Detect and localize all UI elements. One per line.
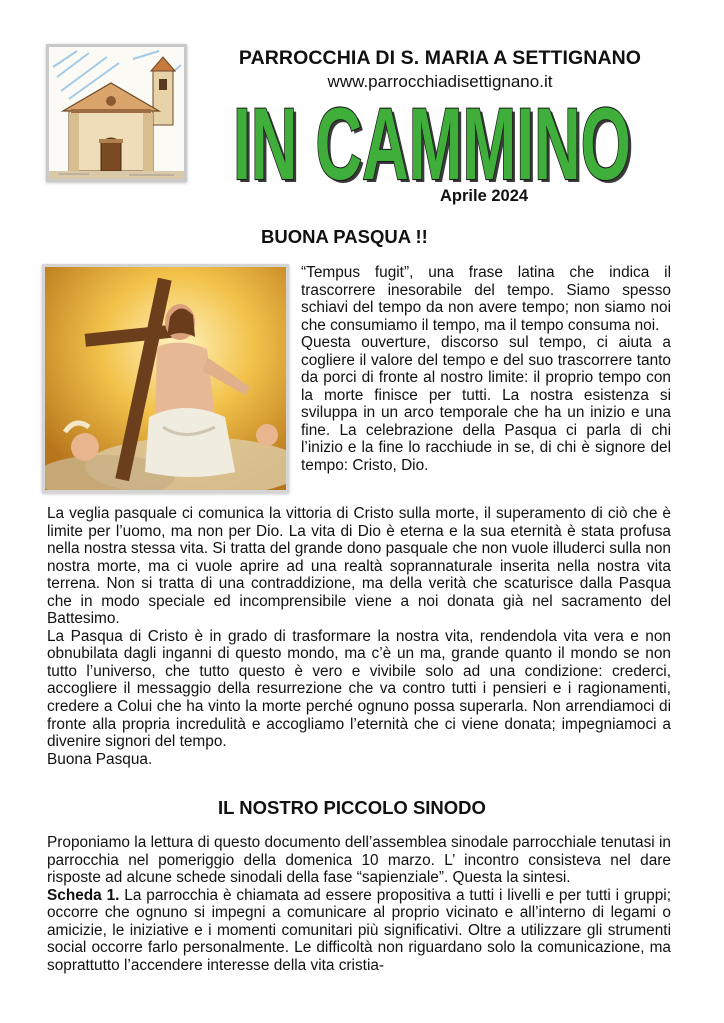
article2-body xyxy=(47,834,671,974)
article-title-sinodo: IL NOSTRO PICCOLO SINODO xyxy=(218,797,486,818)
masthead-shadow: IN CAMMINO xyxy=(236,96,634,188)
article1-paragraph-4: La Pasqua di Cristo è in grado di trasformare la nostra vita, rendendola vita vera e non obnubilata dagli inganni di questo mondo, ma c’è un ma, grande quanto il mondo se non tutto l’universo, che tutto questo è vero e vivibile solo ad una condizione: crederci, accogliere il messaggio della resurrezione che va contro tutti i pensieri e i ragionamenti, credere a Colui che ha vinto la morte perché ognuno possa superarla. Non arrendiamoci di fronte alla propria incredulità e accogliamo l’eternità che ci viene donata; impegniamoci a divenire signori del tempo. xyxy=(47,627,671,751)
article1-paragraph-2: Questa ouverture, discorso sul tempo, ci aiuta a cogliere il valore del tempo e del suo trascorrere tanto da porci di fronte al nostro limite: il proprio tempo con la morte finisce per tutti. La nostra esistenza si sviluppa in un arco temporale che ha un inizio e una fine. La celebrazione della Pasqua ci parla di chi l’inizio e la fine lo racchiude in se, di chi è signore del tempo: Cristo, Dio. xyxy=(301,334,671,475)
article1-body xyxy=(47,505,671,768)
masthead-title: IN CAMMINO xyxy=(233,96,631,188)
article1-closing: Buona Pasqua. xyxy=(47,750,153,768)
risen-christ-image xyxy=(45,267,286,490)
parish-website: www.parrocchiadisettignano.it xyxy=(327,72,553,91)
easter-painting xyxy=(42,264,289,493)
article2-scheda-1 xyxy=(47,887,671,975)
church-illustration xyxy=(46,44,187,182)
church-sketch-image xyxy=(49,47,184,179)
parish-name: PARROCCHIA DI S. MARIA A SETTIGNANO xyxy=(238,47,642,69)
scheda-1-label: Scheda 1. xyxy=(47,886,120,904)
masthead xyxy=(222,96,642,188)
issue-date: Aprile 2024 xyxy=(440,187,529,205)
article1-intro xyxy=(301,264,671,475)
article1-paragraph-3: La veglia pasquale ci comunica la vittoria di Cristo sulla morte, il superamento di ciò che è limite per l’uomo, ma non per Dio. La vita di Dio è eterna e la sua eternità è stata profusa nella nostra stessa vita. Si tratta del grande dono pasquale che non vuole illuderci sulla non nostra morte, ma ci vuole aprire ad una realtà soprannaturale inserita nella nostra vita terrena. Non si tratta di una contraddizione, ma della verità che scaturisce dalla Pasqua che in modo speciale ed incomprensibile viene a noi donata già nel sacramento del Battesimo. xyxy=(47,505,671,628)
article1-paragraph-1: “Tempus fugit”, una frase latina che indica il trascorrere inesorabile del tempo. Siamo spesso schiavi del tempo da non avere tempo; non siamo noi che consumiamo il tempo, ma il tempo consuma noi. xyxy=(301,264,671,334)
article-title-buona-pasqua: BUONA PASQUA !! xyxy=(261,226,428,247)
article2-paragraph-1: Proponiamo la lettura di questo documento dell’assemblea sinodale parrocchiale tenutasi in parrocchia nel pomeriggio della domenica 10 marzo. L’ incontro consisteva nel dare risposte ad alcune schede sinodali della fase “sapienziale”. Questa la sintesi. xyxy=(47,834,671,887)
scheda-1-text: La parrocchia è chiamata ad essere propositiva a tutti i livelli e per tutti i gruppi; occorre che ognuno si impegni a comunicare al proprio vicinato e all’interno di legami o amicizie, le iniziative e i momenti comunitari più significativi. Oltre a utilizzare gli strumenti social occorre farlo personalmente. Le difficoltà non riguardano solo la comunicazione, ma soprattutto l’accendere interesse della vita cristia- xyxy=(47,886,671,974)
